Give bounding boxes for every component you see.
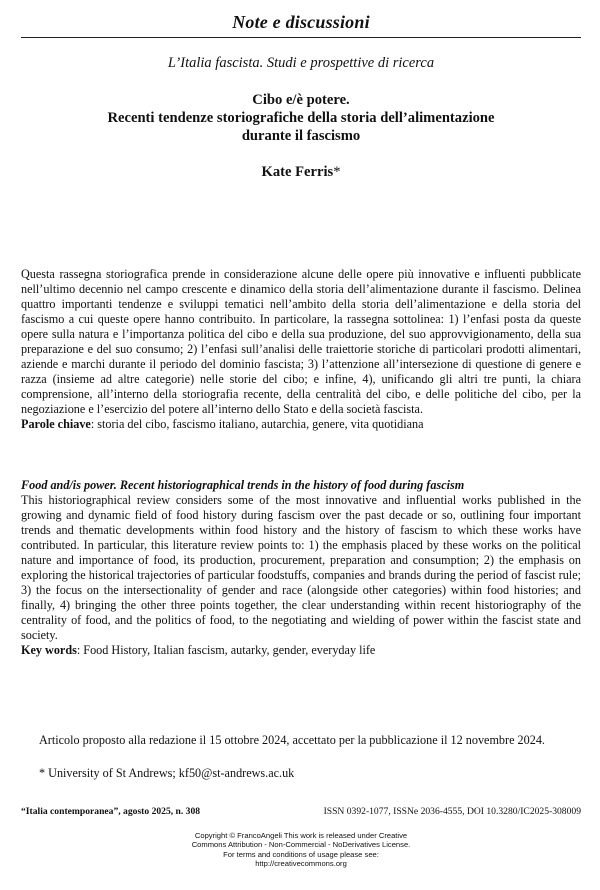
article-title-line: Recenti tendenze storiografiche della storia dell’alimentazione bbox=[107, 110, 495, 126]
footer bbox=[21, 806, 581, 817]
keywords-italian-label: Parole chiave bbox=[21, 417, 91, 431]
section-title: Note e discussioni bbox=[232, 12, 370, 32]
journal-identifiers: ISSN 0392-1077, ISSNe 2036-4555, DOI 10.3280/IC2025-308009 bbox=[323, 806, 581, 817]
license-link[interactable]: http://creativecommons.org bbox=[255, 859, 347, 869]
license-line: Commons Attribution - Non-Commercial - NoDerivatives License. bbox=[191, 840, 411, 850]
article-title-line: Cibo e/è potere. bbox=[252, 92, 350, 108]
author bbox=[21, 164, 581, 181]
abstract-english-text: This historiographical review considers some of the most innovative and influential works published in the growing and dynamic field of food history during fascism over the past decade or so, outlining four important trends and thematic developments within food history and the history of fascism to which these works have contributed. In particular, this literature review points to: 1) the emphasis placed by these works on the political nature and importance of food, its production, procurement, preparation and consumption; 2) the emphasis on exploring the historical trajectories of particular foodstuffs, companies and brands during the period of fascist rule; 3) the focus on the intersectionality of gender and race (alongside other categories) within food histories; and finally, 4) bringing the other three points together, the clear understanding within recent historiography of the centrality of food, and the politics of food, to the negotiating and wielding of power within the fascist state and society. bbox=[21, 493, 581, 642]
license-line: For terms and conditions of usage please see: bbox=[223, 849, 379, 859]
header-rule bbox=[21, 37, 581, 38]
keywords-english-list: : Food History, Italian fascism, autarky, gender, everyday life bbox=[76, 643, 376, 657]
license-notice bbox=[21, 831, 581, 869]
license-line: Copyright © FrancoAngeli This work is released under Creative bbox=[194, 831, 408, 840]
article-title bbox=[21, 91, 581, 145]
journal-citation: “Italia contemporanea”, agosto 2025, n. 308 bbox=[21, 806, 201, 817]
keywords-english-label: Key words bbox=[21, 643, 77, 657]
author-footnote-mark: * bbox=[333, 164, 341, 180]
author-name: Kate Ferris bbox=[261, 164, 334, 180]
page bbox=[21, 0, 581, 890]
series-title: L’Italia fascista. Studi e prospettive di ricerca bbox=[167, 55, 435, 71]
keywords-italian bbox=[21, 417, 581, 432]
abstract-english bbox=[21, 478, 581, 658]
abstract-english-title: Food and/is power. Recent historiographical trends in the history of food during fascism bbox=[21, 478, 465, 492]
keywords-english bbox=[21, 643, 581, 658]
submission-note: Articolo proposto alla redazione il 15 ottobre 2024, accettato per la pubblicazione il 12 novembre 2024. bbox=[39, 733, 545, 747]
abstract-italian bbox=[21, 267, 581, 432]
abstract-italian-text: Questa rassegna storiografica prende in considerazione alcune delle opere più innovative e influenti pubblicate nell’ultimo decennio nel campo crescente e dinamico della storia dell’alimentazione durante il fascismo. Delinea quattro importanti tendenze e sviluppi tematici nell’ambito della storia dell’alimentazione e della storia del fascismo a cui queste opere hanno contribuito. In particolare, la rassegna sottolinea: 1) l’enfasi posta da queste opere sulla natura e l’importanza politica del cibo e della sua produzione, del suo approvvigionamento, della sua preparazione e del suo consumo; 2) l’enfasi sull’analisi delle traiettorie storiche di particolari prodotti alimentari, aziende e marchi durante il periodo del dominio fascista; 3) l’attenzione all’intersezione di questione di genere e razza (insieme ad altre categorie) nelle storie del cibo; e infine, 4), unificando gli altri tre punti, la chiara comprensione, all’interno della storiografia recente, della centralità del cibo, e delle politiche del cibo, per la negoziazione e l’esercizio del potere all’interno dello Stato e della società fascista. bbox=[21, 267, 581, 416]
article-title-line: durante il fascismo bbox=[241, 128, 361, 144]
author-affiliation: * University of St Andrews; kf50@st-andrews.ac.uk bbox=[39, 766, 295, 780]
keywords-italian-list: : storia del cibo, fascismo italiano, autarchia, genere, vita quotidiana bbox=[90, 417, 424, 431]
